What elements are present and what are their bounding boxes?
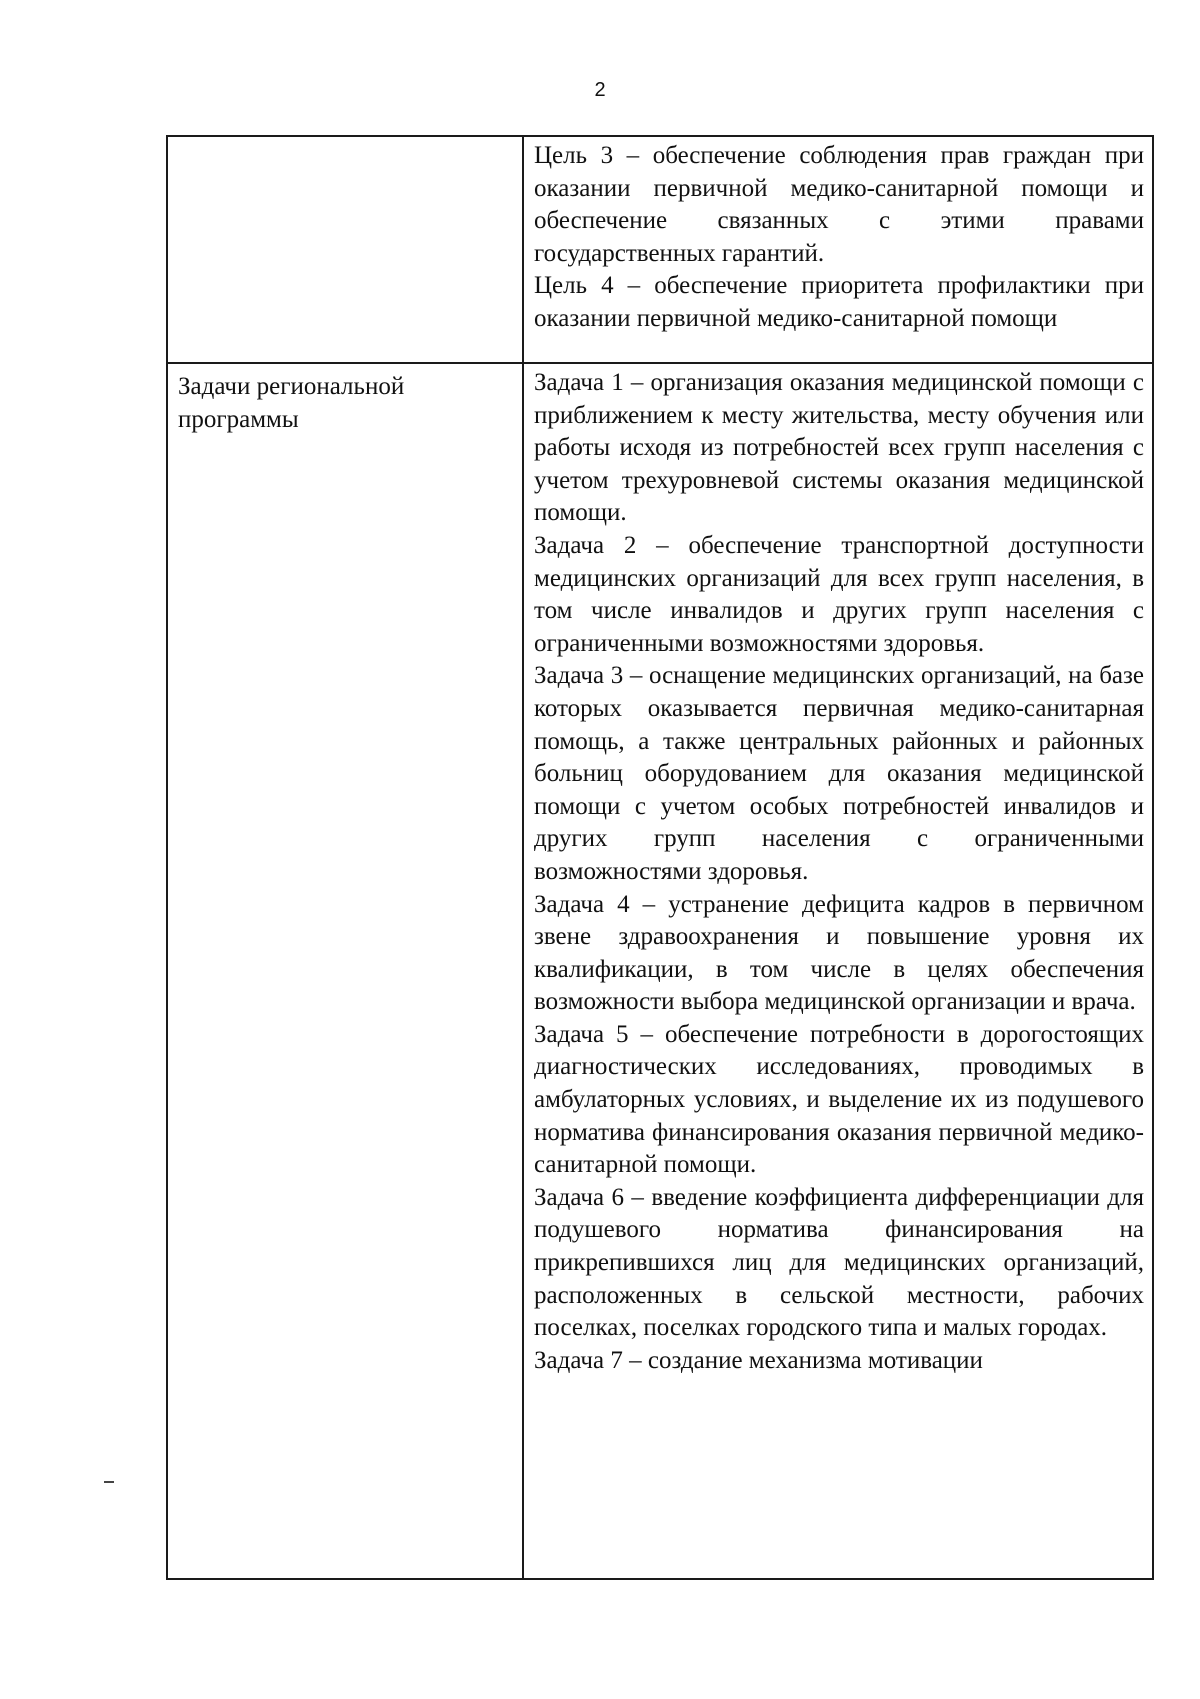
row-content-cell (523, 136, 1153, 363)
row-label (168, 137, 522, 143)
table-row-goals (167, 136, 1153, 363)
task-5-paragraph: Задача 5 – обеспечение потребности в дорогостоящих диагностических исследованиях, проводимых в амбулаторных условиях, и выделение их из подушевого норматива финансирования оказания первичной медико-санитарной помощи. (534, 1020, 1144, 1179)
goal-3-paragraph: Цель 3 – обеспечение соблюдения прав граждан при оказании первичной медико-санитарной помощи и обеспечение связанных с этими правами государственных гарантий. (534, 142, 1144, 267)
row-label-cell (167, 363, 523, 1579)
page-number: 2 (594, 79, 606, 101)
row-label-cell (167, 136, 523, 363)
task-7-paragraph: Задача 7 – создание механизма мотивации (534, 1346, 983, 1374)
goal-4-paragraph: Цель 4 – обеспечение приоритета профилактики при оказании первичной медико-санитарной помощи (534, 272, 1144, 332)
tasks-text (524, 364, 1152, 1377)
program-table (166, 135, 1154, 1580)
scan-mark (104, 1481, 114, 1483)
task-3-paragraph: Задача 3 – оснащение медицинских организаций, на базе которых оказывается первичная медико-санитарная помощь, а также центральных районных и районных больниц оборудованием для оказания медицинской помощи с учетом особых потребностей инвалидов и других групп населения с ограниченными возможностями здоровья. (534, 662, 1144, 885)
task-4-paragraph: Задача 4 – устранение дефицита кадров в первичном звене здравоохранения и повышение уровня их квалификации, в том числе в целях обеспечения возможности выбора медицинской организации и врача. (534, 890, 1144, 1016)
row-content-cell (523, 363, 1153, 1579)
task-1-paragraph: Задача 1 – организация оказания медицинской помощи с приближением к месту жительства, месту обучения или работы исходя из потребностей всех групп населения с учетом трехуровневой системы оказания медицинской помощи. (534, 369, 1144, 527)
tasks-label: Задачи региональной программы (178, 373, 405, 433)
task-6-paragraph: Задача 6 – введение коэффициента дифференциации для подушевого норматива финансирования на прикрепившихся лиц для медицинских организаций, расположенных в сельской местности, рабочих поселках, поселках городского типа и малых городах. (534, 1183, 1144, 1342)
goals-text (524, 137, 1152, 336)
task-2-paragraph: Задача 2 – обеспечение транспортной доступности медицинских организаций для всех групп населения, в том числе инвалидов и других групп населения с ограниченными возможностями здоровья. (534, 531, 1144, 657)
table-row-tasks (167, 363, 1153, 1579)
